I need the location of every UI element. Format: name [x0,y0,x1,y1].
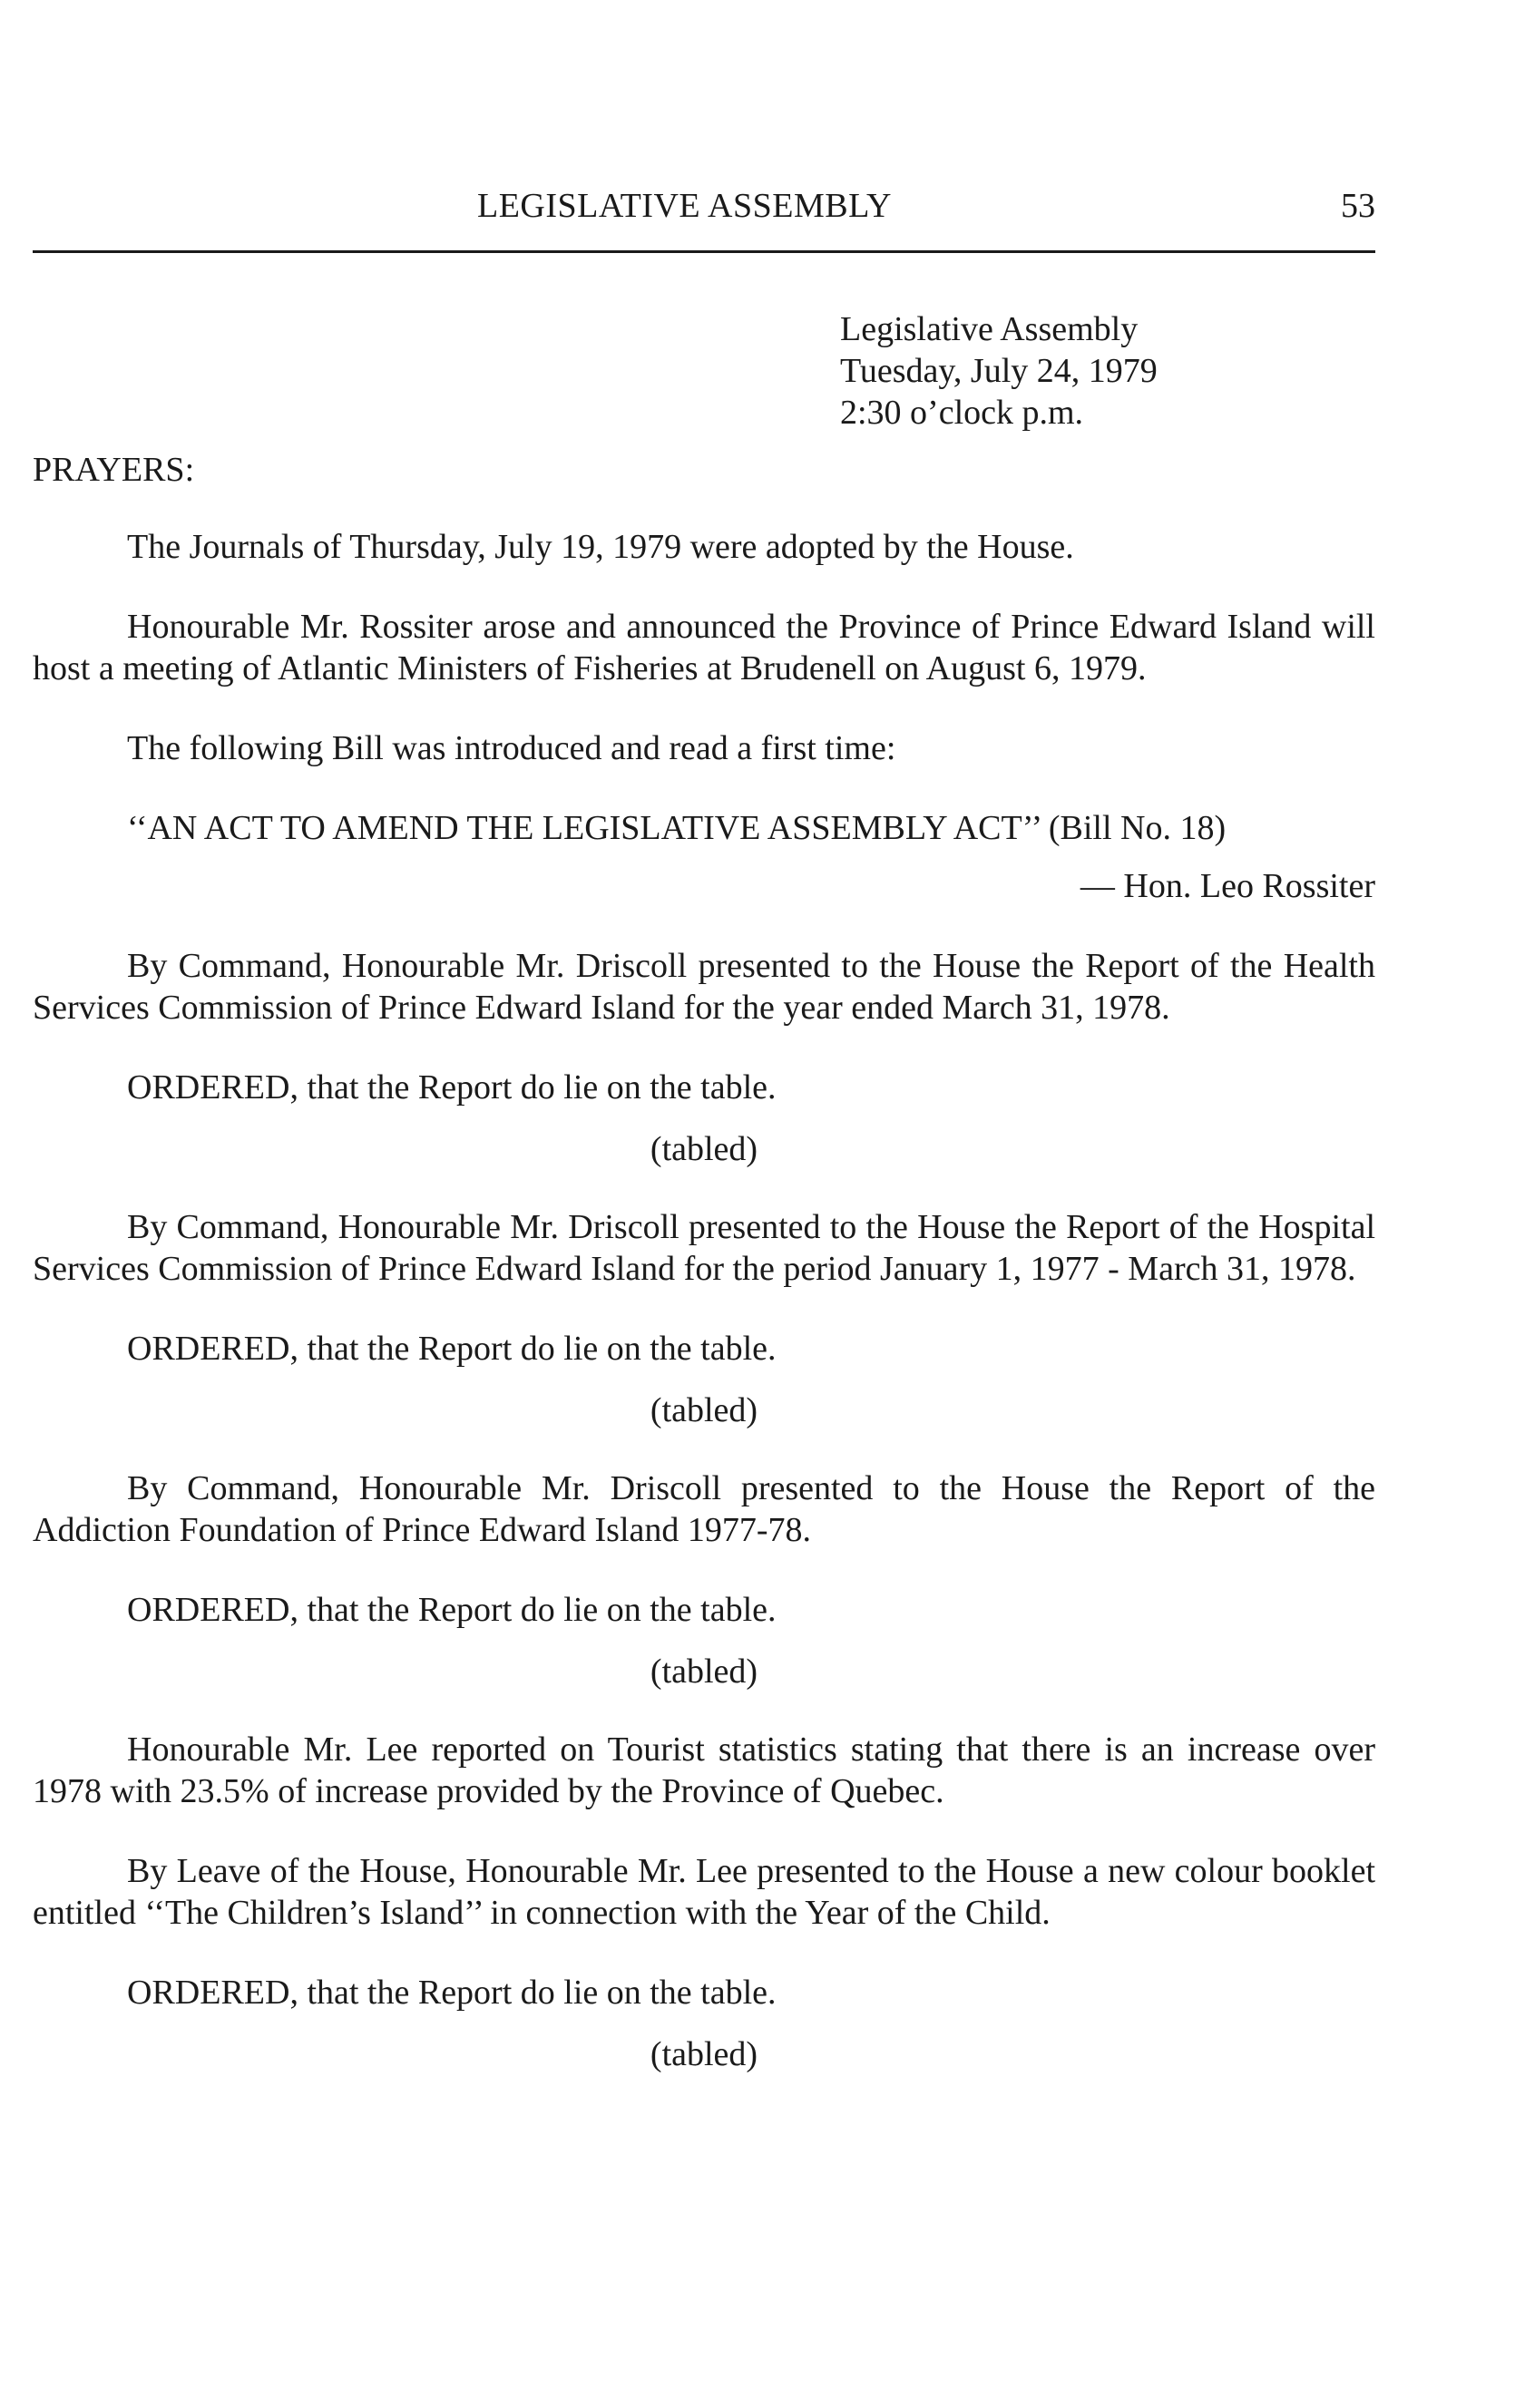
header-title: LEGISLATIVE ASSEMBLY [477,187,892,225]
paragraph-journals-adopted: The Journals of Thursday, July 19, 1979 were adopted by the House. [127,528,1074,566]
tabled-note: (tabled) [650,2035,758,2073]
dateline [840,308,1158,434]
tabled-note: (tabled) [650,1652,758,1691]
journal-body [33,526,1375,2111]
tabled-note: (tabled) [650,1391,758,1429]
paragraph-hospital-services-report: By Command, Honourable Mr. Driscoll presented to the House the Report of the Hospital Services Commission of Prince Edward Island for the period January 1, 1977 - March 31, 1978. [33,1208,1375,1288]
dateline-assembly: Legislative Assembly [840,310,1139,348]
paragraph-bill-introduced: The following Bill was introduced and read a first time: [127,729,896,767]
tabled-note: (tabled) [650,1130,758,1168]
paragraph-health-services-report: By Command, Honourable Mr. Driscoll presented to the House the Report of the Health Services Commission of Prince Edward Island for the year ended March 31, 1978. [33,947,1375,1027]
ordered-statement: ORDERED, that the Report do lie on the table. [127,1974,777,2012]
prayers-heading: PRAYERS: [33,451,195,489]
bill-title: ‘‘AN ACT TO AMEND THE LEGISLATIVE ASSEMBLY ACT’’ (Bill No. 18) [127,809,1227,847]
dateline-date: Tuesday, July 24, 1979 [840,352,1158,390]
ordered-statement: ORDERED, that the Report do lie on the table. [127,1068,777,1107]
paragraph-rossiter-announcement: Honourable Mr. Rossiter arose and announced the Province of Prince Edward Island will host a meeting of Atlantic Ministers of Fisheries at Brudenell on August 6, 1979. [33,608,1375,687]
dateline-time: 2:30 o’clock p.m. [840,394,1084,432]
header-rule [33,250,1375,253]
bill-sponsor: — Hon. Leo Rossiter [1080,867,1375,905]
paragraph-tourist-statistics: Honourable Mr. Lee reported on Tourist statistics stating that there is an increase over 1978 with 23.5% of increase provided by the Province of Quebec. [33,1730,1375,1810]
ordered-statement: ORDERED, that the Report do lie on the table. [127,1330,777,1368]
paragraph-childrens-island-booklet: By Leave of the House, Honourable Mr. Lee presented to the House a new colour booklet entitled ‘‘The Children’s Island’’ in connection with the Year of the Child. [33,1852,1375,1932]
ordered-statement: ORDERED, that the Report do lie on the table. [127,1591,777,1629]
page-number: 53 [1341,187,1375,225]
paragraph-addiction-foundation-report: By Command, Honourable Mr. Driscoll presented to the House the Report of the Addiction Foundation of Prince Edward Island 1977-78. [33,1469,1375,1549]
page-header [33,186,1375,240]
